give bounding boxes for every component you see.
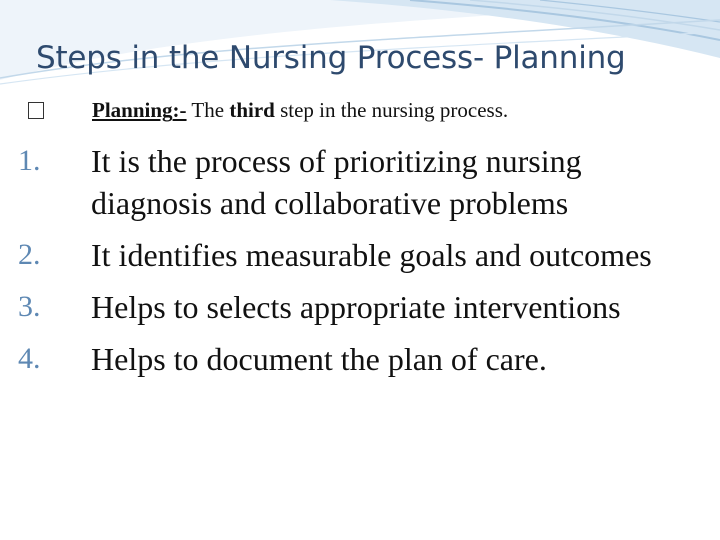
list-item: [0, 234, 700, 276]
intro-separator: :-: [172, 98, 187, 122]
steps-list: [0, 140, 700, 390]
list-item: [0, 286, 700, 328]
step-text: It identifies measurable goals and outcomes: [91, 237, 652, 273]
step-text: Helps to selects appropriate interventions: [91, 289, 621, 325]
intro-text-before: The: [186, 98, 230, 122]
step-text: It is the process of prioritizing nursing diagnosis and collaborative problems: [91, 143, 582, 221]
checkbox-bullet-icon: [28, 102, 44, 119]
step-number: 1.: [18, 144, 41, 177]
list-item: [0, 338, 700, 380]
intro-line: [28, 98, 688, 123]
step-number: 2.: [18, 238, 41, 271]
step-number: 3.: [18, 290, 41, 323]
step-number: 4.: [18, 342, 41, 375]
intro-term: Planning: [92, 98, 173, 122]
intro-text-after: step in the nursing process.: [274, 98, 509, 122]
list-item: [0, 140, 700, 224]
intro-emphasis: third: [229, 98, 275, 122]
slide-title: Steps in the Nursing Process- Planning: [36, 40, 626, 76]
step-text: Helps to document the plan of care.: [91, 341, 547, 377]
